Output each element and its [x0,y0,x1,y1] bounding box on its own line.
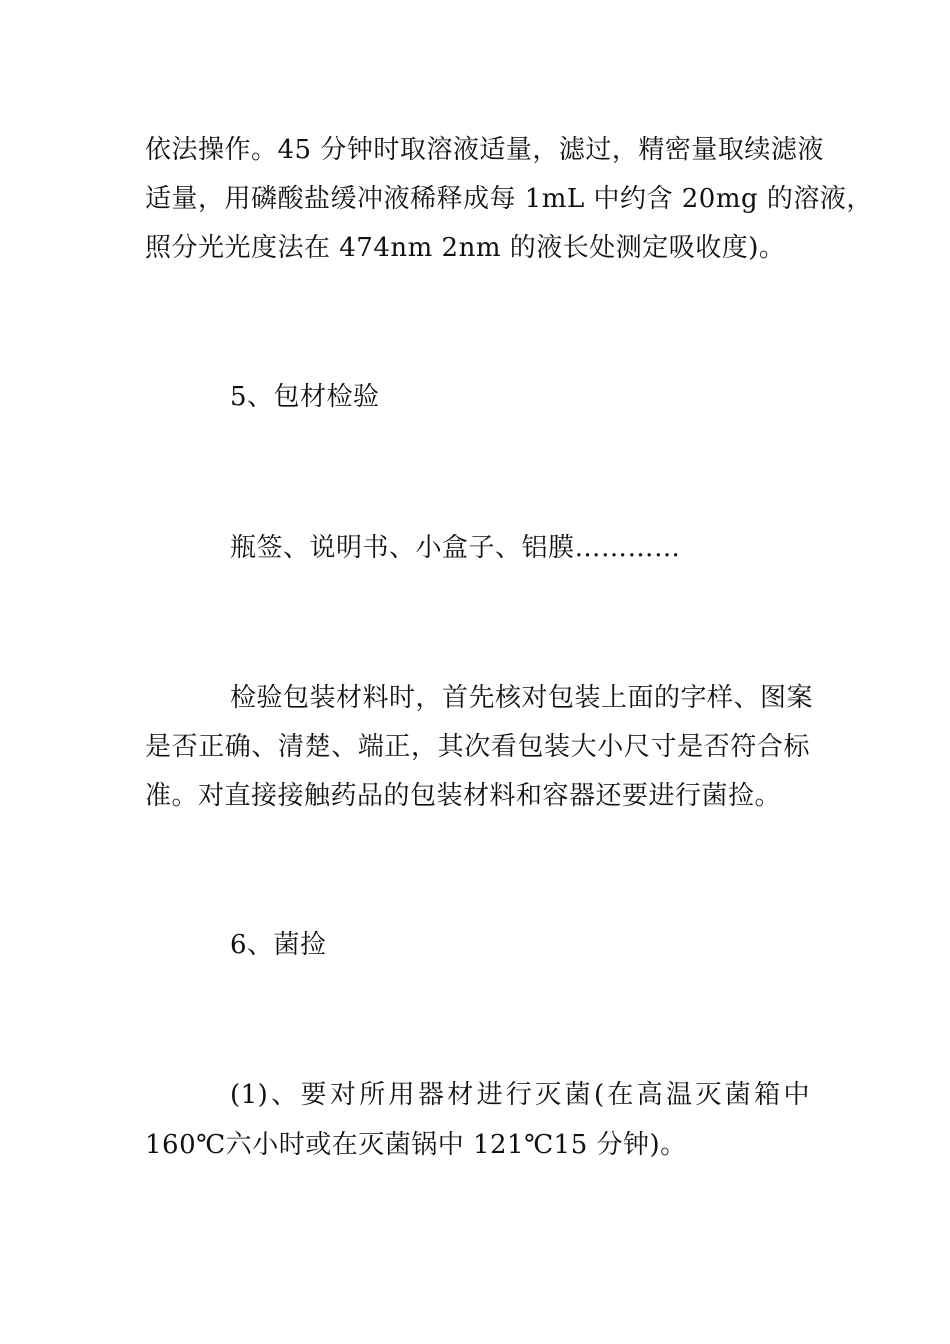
section-heading-5: 5、包材检验 [230,382,380,412]
paragraph-2-line-2: 是否正确、清楚、端正，其次看包装大小尺寸是否符合标 [145,732,810,762]
paragraph-1-line-2: 适量，用磷酸盐缓冲液稀释成每 1mL 中约含 20mg 的溶液， [145,184,873,214]
paragraph-1-line-3: 照分光光度法在 474nm 2nm 的液长处测定吸收度)。 [145,233,786,263]
paragraph-3-line-1: (1)、要对所用器材进行灭菌(在高温灭菌箱中 [230,1080,810,1110]
paragraph-2-line-1: 检验包装材料时，首先核对包装上面的字样、图案 [230,683,814,713]
section-heading-6: 6、菌捡 [230,930,327,960]
packaging-items-list: 瓶签、说明书、小盒子、铝膜………… [230,533,681,563]
paragraph-1-line-1: 依法操作。45 分钟时取溶液适量，滤过，精密量取续滤液 [145,135,824,165]
paragraph-3-line-2: 160℃六小时或在灭菌锅中 121℃15 分钟)。 [145,1130,687,1160]
paragraph-2-line-3: 准。对直接接触药品的包装材料和容器还要进行菌捡。 [145,781,782,811]
